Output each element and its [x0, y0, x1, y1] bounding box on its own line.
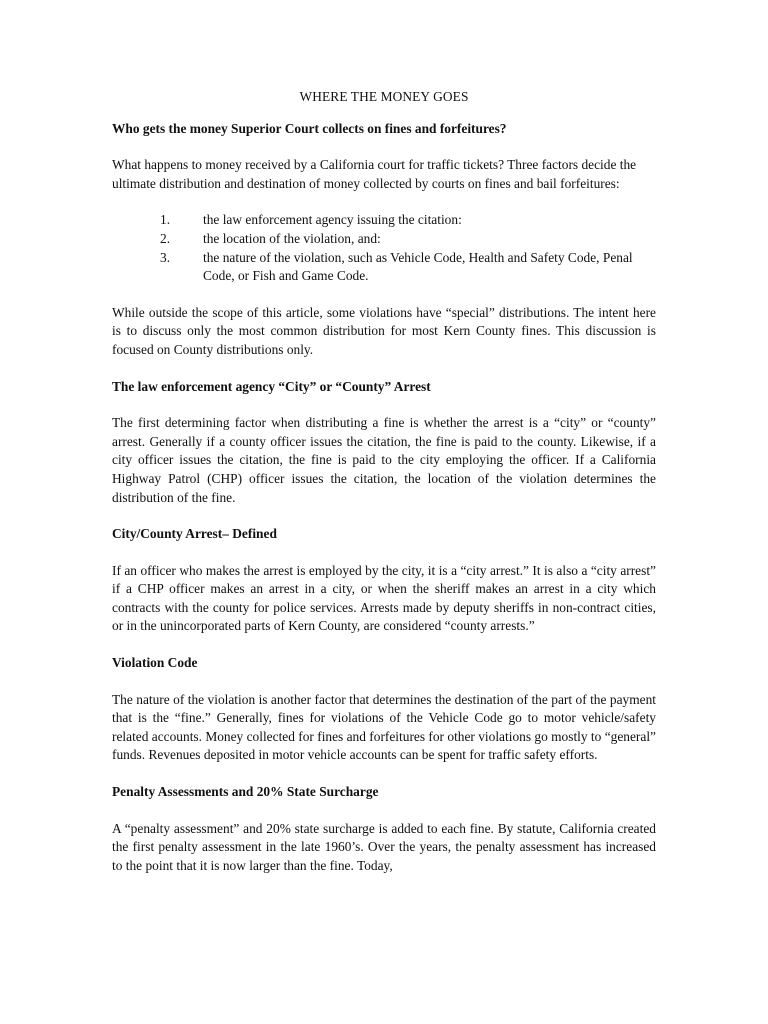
document-page: [112, 88, 656, 893]
scope-paragraph: While outside the scope of this article, some violations have “special” distributions. The intent here is to discuss only the most common distribution for most Kern County fines. This discussion is focused on County distributions only.: [112, 304, 656, 357]
list-item-number: 2.: [160, 230, 171, 246]
list-item-text: the nature of the violation, such as Vehicle Code, Health and Safety Code, Penal Code, or Fish and Game Code.: [203, 249, 633, 284]
list-item-number: 1.: [160, 212, 171, 228]
section-body-penalty: A “penalty assessment” and 20% state surcharge is added to each fine. By statute, California created the first penalty assessment in the late 1960’s. Over the years, the penalty assessment has increased to the point that it is now larger than the fine. Today,: [112, 820, 656, 873]
list-item: [112, 211, 656, 230]
section-heading-penalty: Penalty Assessments and 20% State Surcharge: [112, 784, 379, 800]
document-title: WHERE THE MONEY GOES: [299, 89, 469, 104]
section-body-violation-code: The nature of the violation is another factor that determines the destination of the part of the payment that is the “fine.” Generally, fines for violations of the Vehicle Code go to motor vehicle/safety related accounts. Money collected for fines and forfeitures for other violations go mostly to “general” funds. Revenues deposited in motor vehicle accounts can be spent for traffic safety efforts.: [112, 691, 656, 763]
section-body-agency: The first determining factor when distributing a fine is whether the arrest is a “city” or “county” arrest. Generally if a county officer issues the citation, the fine is paid to the county. Likewise, if a city officer issues the citation, the fine is paid to the city employing the officer. If a California Highway Patrol (CHP) officer issues the citation, the location of the violation determines the distribution of the fine.: [112, 415, 656, 505]
factors-list: [112, 211, 656, 285]
list-item-text: the location of the violation, and:: [203, 230, 381, 246]
list-item-text: the law enforcement agency issuing the citation:: [203, 212, 462, 228]
section-heading-defined: City/County Arrest– Defined: [112, 526, 277, 542]
list-item: [112, 249, 656, 286]
intro-paragraph: What happens to money received by a California court for traffic tickets? Three factors decide the ultimate distribution and destination of money collected by courts on fines and bail forfeitures:: [112, 157, 637, 191]
section-body-defined: If an officer who makes the arrest is employed by the city, it is a “city arrest.” It is also a “city arrest” if a CHP officer makes an arrest in a city, or when the sheriff makes an arrest in a city which contracts with the county for police services. Arrests made by deputy sheriffs in non-contract cities, or in the unincorporated parts of Kern County, are considered “county arrests.”: [112, 562, 656, 634]
list-item-number: 3.: [160, 249, 171, 265]
section-heading-violation-code: Violation Code: [112, 655, 198, 671]
section-heading-agency: The law enforcement agency “City” or “County” Arrest: [112, 378, 431, 394]
document-subtitle: Who gets the money Superior Court collects on fines and forfeitures?: [112, 120, 507, 136]
list-item: [112, 230, 656, 249]
